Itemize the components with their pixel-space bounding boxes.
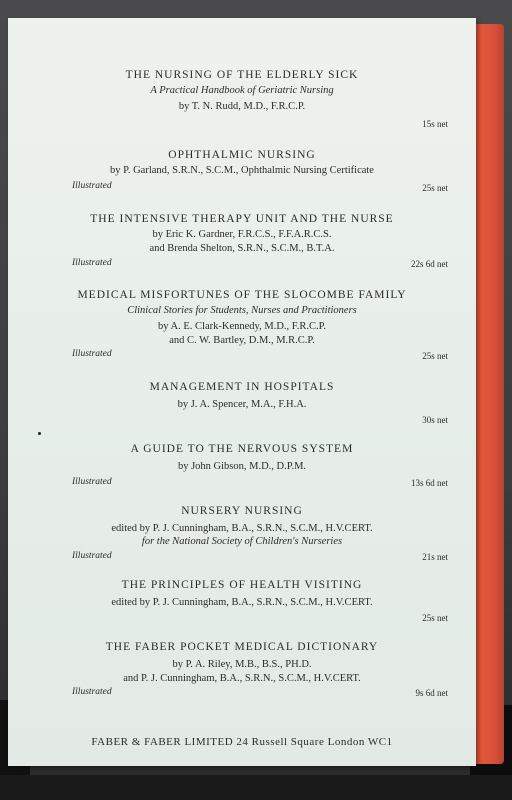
book-title: THE PRINCIPLES OF HEALTH VISITING (121, 579, 363, 591)
book-credit: by A. E. Clark-Kennedy, M.D., F.R.C.P. (158, 321, 326, 332)
illustrated-tag: Illustrated (72, 551, 112, 561)
book-subtitle: A Practical Handbook of Geriatric Nursing (150, 85, 334, 96)
book-price: 13s 6d net (411, 478, 448, 488)
book-credit: and P. J. Cunningham, B.A., S.R.N., S.C.M., H.V.CERT. (123, 673, 361, 684)
book-back-cover (8, 18, 476, 766)
book-credit: by T. N. Rudd, M.D., F.R.C.P. (178, 101, 306, 112)
book-title: THE FABER POCKET MEDICAL DICTIONARY (105, 641, 379, 653)
ink-spot (38, 432, 41, 435)
book-credit: by Eric K. Gardner, F.R.C.S., F.F.A.R.C.S. (152, 229, 332, 240)
illustrated-tag: Illustrated (72, 181, 112, 191)
book-title: A GUIDE TO THE NERVOUS SYSTEM (130, 443, 354, 455)
book-credit-italic: for the National Society of Children's Nurseries (141, 536, 343, 547)
book-subtitle: Clinical Stories for Students, Nurses and Practitioners (127, 305, 357, 316)
book-title: MANAGEMENT IN HOSPITALS (149, 381, 335, 393)
publisher-imprint: FABER & FABER LIMITED 24 Russell Square London WC1 (91, 736, 393, 748)
book-credit: by J. A. Spencer, M.A., F.H.A. (177, 399, 307, 410)
book-price: 9s 6d net (415, 688, 448, 698)
book-title: OPHTHALMIC NURSING (168, 149, 316, 161)
book-title: THE NURSING OF THE ELDERLY SICK (125, 69, 359, 81)
book-price: 25s net (422, 613, 448, 623)
book-credit: by P. A. Riley, M.B., B.S., PH.D. (172, 659, 312, 670)
book-title: THE INTENSIVE THERAPY UNIT AND THE NURSE (90, 213, 394, 225)
book-price: 30s net (422, 415, 448, 425)
book-credit: by John Gibson, M.D., D.P.M. (177, 461, 307, 472)
book-credit: by P. Garland, S.R.N., S.C.M., Ophthalmic Nursing Certificate (110, 165, 374, 176)
book-title: NURSERY NURSING (181, 505, 303, 517)
book-credit: and Brenda Shelton, S.R.N., S.C.M., B.T.A. (149, 243, 335, 254)
book-stand-base (0, 775, 512, 800)
book-credit: edited by P. J. Cunningham, B.A., S.R.N., S.C.M., H.V.CERT. (111, 523, 373, 534)
book-price: 21s net (422, 552, 448, 562)
illustrated-tag: Illustrated (72, 258, 112, 268)
book-title: MEDICAL MISFORTUNES OF THE SLOCOMBE FAMILY (77, 289, 407, 301)
book-price: 22s 6d net (411, 259, 448, 269)
illustrated-tag: Illustrated (72, 349, 112, 359)
book-credit: and C. W. Bartley, D.M., M.R.C.P. (169, 335, 315, 346)
book-price: 25s net (422, 351, 448, 361)
book-credit: edited by P. J. Cunningham, B.A., S.R.N., S.C.M., H.V.CERT. (111, 597, 373, 608)
illustrated-tag: Illustrated (72, 477, 112, 487)
illustrated-tag: Illustrated (72, 687, 112, 697)
book-price: 25s net (422, 183, 448, 193)
book-spine (472, 24, 504, 764)
book-price: 15s net (422, 119, 448, 129)
